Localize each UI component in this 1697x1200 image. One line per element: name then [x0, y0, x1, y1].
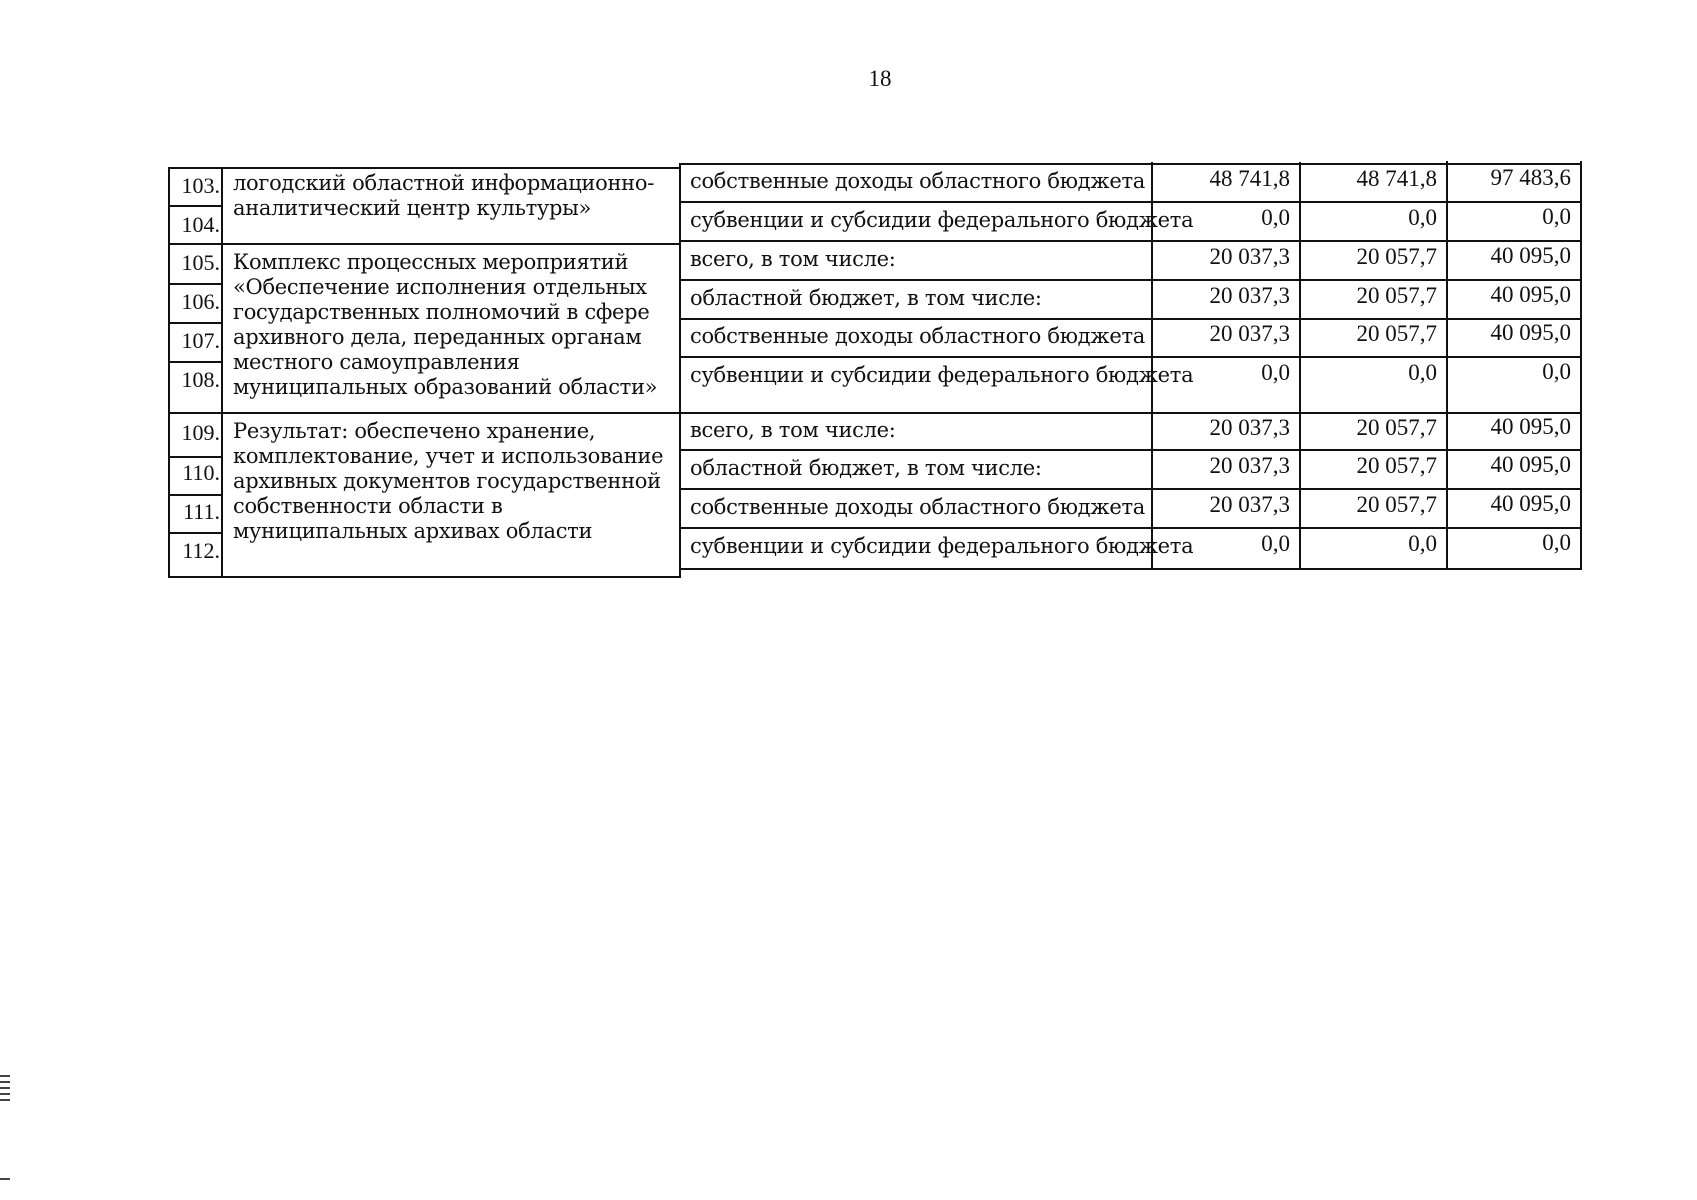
row-number: 111.	[183, 499, 220, 524]
scan-mark	[0, 1081, 10, 1083]
table-border-left	[168, 167, 170, 578]
row-number: 103.	[181, 173, 220, 198]
page-number: 18	[868, 66, 892, 91]
value-year-1: 20 037,3	[1209, 244, 1290, 269]
value-year-2: 20 057,7	[1356, 492, 1437, 517]
value-year-2: 20 057,7	[1356, 244, 1437, 269]
row-number: 104.	[181, 212, 220, 237]
table-border-v1	[1299, 162, 1301, 570]
row-line	[679, 201, 1582, 203]
value-total: 0,0	[1542, 204, 1571, 229]
value-total: 0,0	[1542, 359, 1571, 384]
row-line	[679, 240, 1582, 242]
funding-source: субвенции и субсидии федерального бюджета	[690, 363, 1194, 387]
row-line	[679, 527, 1582, 529]
group-description: Результат: обеспечено хранение, комплектование, учет и использование архивных документов государственной собственности области в муниципальных архивах области	[233, 419, 664, 543]
value-year-1: 20 037,3	[1209, 321, 1290, 346]
row-number: 110.	[182, 460, 220, 485]
funding-source: собственные доходы областного бюджета	[690, 495, 1145, 519]
row-line	[168, 205, 223, 207]
value-year-1: 0,0	[1261, 360, 1290, 385]
funding-source: всего, в том числе:	[690, 247, 896, 271]
table-border-right	[1580, 161, 1582, 569]
group-description: логодский областной информационно-аналитический центр культуры»	[233, 171, 654, 220]
value-total: 40 095,0	[1490, 282, 1571, 307]
row-number: 112.	[182, 538, 220, 563]
row-line	[168, 456, 223, 458]
value-year-2: 0,0	[1408, 360, 1437, 385]
row-line	[168, 494, 223, 496]
value-total: 40 095,0	[1490, 452, 1571, 477]
row-line	[168, 576, 681, 578]
value-year-2: 20 057,7	[1356, 415, 1437, 440]
row-line	[679, 568, 1582, 570]
funding-source: всего, в том числе:	[690, 418, 896, 442]
value-year-2: 48 741,8	[1356, 166, 1437, 191]
scan-mark	[0, 1087, 10, 1089]
row-line	[168, 412, 681, 414]
value-year-1: 20 037,3	[1209, 453, 1290, 478]
value-year-2: 20 057,7	[1356, 283, 1437, 308]
scan-mark	[0, 1099, 10, 1101]
group-description: Комплекс процессных мероприятий «Обеспечение исполнения отдельных государственных полномочий в сфере архивного дела, переданных органам местного самоуправления муниципальных образований области»	[233, 250, 658, 399]
row-line	[168, 283, 223, 285]
scan-mark	[0, 1093, 10, 1095]
scan-mark	[0, 1075, 10, 1077]
value-total: 40 095,0	[1490, 491, 1571, 516]
value-year-2: 20 057,7	[1356, 321, 1437, 346]
row-line	[168, 532, 223, 534]
value-total: 40 095,0	[1490, 320, 1571, 345]
value-year-1: 0,0	[1261, 531, 1290, 556]
row-line	[679, 488, 1582, 490]
value-total: 40 095,0	[1490, 414, 1571, 439]
funding-source: областной бюджет, в том числе:	[690, 456, 1042, 480]
funding-source: собственные доходы областного бюджета	[690, 324, 1145, 348]
row-line	[679, 412, 1582, 414]
row-line	[168, 322, 223, 324]
row-number: 109.	[181, 420, 220, 445]
scan-mark	[0, 1178, 10, 1180]
row-line	[679, 163, 1582, 165]
row-line	[168, 167, 681, 169]
table-border-rownum	[221, 167, 223, 578]
funding-source: областной бюджет, в том числе:	[690, 286, 1042, 310]
value-year-2: 0,0	[1408, 205, 1437, 230]
value-year-1: 48 741,8	[1209, 166, 1290, 191]
value-year-2: 0,0	[1408, 531, 1437, 556]
row-number: 108.	[181, 367, 220, 392]
row-number: 106.	[181, 289, 220, 314]
row-line	[679, 449, 1582, 451]
row-line	[679, 356, 1582, 358]
value-year-1: 20 037,3	[1209, 283, 1290, 308]
value-total: 97 483,6	[1490, 165, 1571, 190]
funding-source: субвенции и субсидии федерального бюджета	[690, 208, 1194, 232]
value-year-1: 20 037,3	[1209, 415, 1290, 440]
table-border-v2	[1446, 161, 1448, 570]
value-year-1: 0,0	[1261, 205, 1290, 230]
value-year-1: 20 037,3	[1209, 492, 1290, 517]
funding-source: собственные доходы областного бюджета	[690, 169, 1145, 193]
row-line	[168, 361, 223, 363]
value-total: 0,0	[1542, 530, 1571, 555]
row-line	[168, 243, 681, 245]
table-border-desc	[679, 163, 681, 578]
row-line	[679, 279, 1582, 281]
funding-source: субвенции и субсидии федерального бюджета	[690, 534, 1194, 558]
value-total: 40 095,0	[1490, 243, 1571, 268]
value-year-2: 20 057,7	[1356, 453, 1437, 478]
row-number: 107.	[181, 328, 220, 353]
row-number: 105.	[181, 250, 220, 275]
row-line	[679, 318, 1582, 320]
